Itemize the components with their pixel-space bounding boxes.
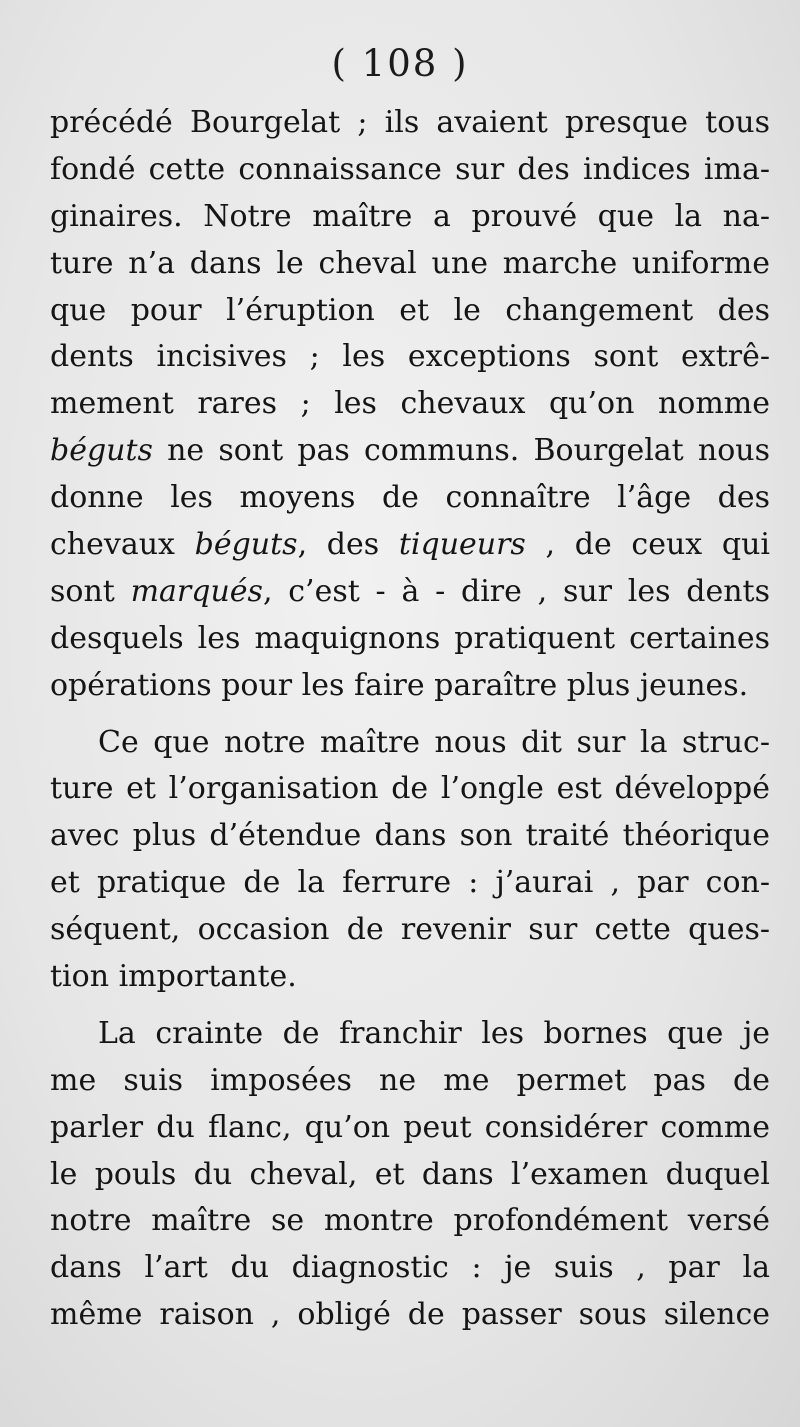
italic-term: marqués xyxy=(130,573,263,609)
text-segment: avec plus d’étendue dans son traité théorique xyxy=(50,818,770,854)
text-line xyxy=(50,1198,770,1245)
text-line xyxy=(50,1292,770,1339)
text-line xyxy=(50,766,770,813)
text-segment: que pour l’éruption et le changement des xyxy=(50,292,770,328)
text-line xyxy=(50,813,770,860)
text-segment: mement rares ; les chevaux qu’on nomme xyxy=(50,386,770,422)
text-segment: sont xyxy=(50,573,131,609)
text-line xyxy=(50,954,770,1001)
text-segment: , de ceux qui xyxy=(525,527,770,563)
text-segment: Ce que notre maître nous dit sur la struc- xyxy=(98,724,770,760)
text-segment: séquent, occasion de revenir sur cette ques- xyxy=(50,912,770,948)
text-line xyxy=(50,288,770,335)
italic-term: tiqueurs xyxy=(398,527,526,563)
text-line xyxy=(50,194,770,241)
italic-term: béguts xyxy=(50,433,153,469)
text-segment: opérations pour les faire paraître plus jeunes. xyxy=(50,667,749,703)
paragraph-gap xyxy=(50,1001,770,1011)
text-line xyxy=(50,1058,770,1105)
body-text xyxy=(50,100,770,1339)
text-line xyxy=(50,100,770,147)
text-segment: chevaux xyxy=(50,527,195,563)
text-segment: le pouls du cheval, et dans l’examen duquel xyxy=(50,1156,770,1192)
text-segment: ture et l’organisation de l’ongle est développé xyxy=(50,771,770,807)
text-segment: La crainte de franchir les bornes que je xyxy=(98,1015,770,1051)
text-line xyxy=(50,1245,770,1292)
text-line xyxy=(50,663,770,710)
text-line xyxy=(50,720,770,767)
text-segment: ginaires. Notre maître a prouvé que la na- xyxy=(50,198,770,234)
text-segment: , c’est - à - dire , sur les dents xyxy=(262,573,770,609)
text-segment: fondé cette connaissance sur des indices ima- xyxy=(50,151,770,187)
text-line xyxy=(50,381,770,428)
text-line xyxy=(50,241,770,288)
text-segment: parler du flanc, qu’on peut considérer comme xyxy=(50,1109,770,1145)
text-segment: même raison , obligé de passer sous silence xyxy=(50,1297,770,1333)
italic-term: béguts xyxy=(194,527,298,563)
text-segment: ture n’a dans le cheval une marche uniforme xyxy=(50,245,770,281)
text-line xyxy=(50,569,770,616)
text-line xyxy=(50,1105,770,1152)
text-line xyxy=(50,1152,770,1199)
text-line xyxy=(50,475,770,522)
text-line xyxy=(50,428,770,475)
text-segment: me suis imposées ne me permet pas de xyxy=(50,1062,770,1098)
text-segment: précédé Bourgelat ; ils avaient presque tous xyxy=(50,105,770,140)
text-line xyxy=(50,1011,770,1058)
page-number: ( 108 ) xyxy=(331,42,469,85)
text-segment: et pratique de la ferrure : j’aurai , par con- xyxy=(50,865,770,901)
text-segment: donne les moyens de connaître l’âge des xyxy=(50,480,770,516)
text-segment: dans l’art du diagnostic : je suis , par la xyxy=(50,1250,770,1286)
text-segment: dents incisives ; les exceptions sont extrê- xyxy=(50,339,770,375)
text-segment: notre maître se montre profondément versé xyxy=(50,1203,770,1239)
text-line xyxy=(50,860,770,907)
text-line xyxy=(50,907,770,954)
text-line xyxy=(50,147,770,194)
text-line xyxy=(50,334,770,381)
text-segment: tion importante. xyxy=(50,959,297,995)
text-segment: desquels les maquignons pratiquent certaines xyxy=(50,620,770,656)
text-segment: ne sont pas communs. Bourgelat nous xyxy=(152,433,770,469)
text-line xyxy=(50,522,770,569)
text-segment: , des xyxy=(297,527,399,563)
paragraph-gap xyxy=(50,710,770,720)
text-line xyxy=(50,616,770,663)
